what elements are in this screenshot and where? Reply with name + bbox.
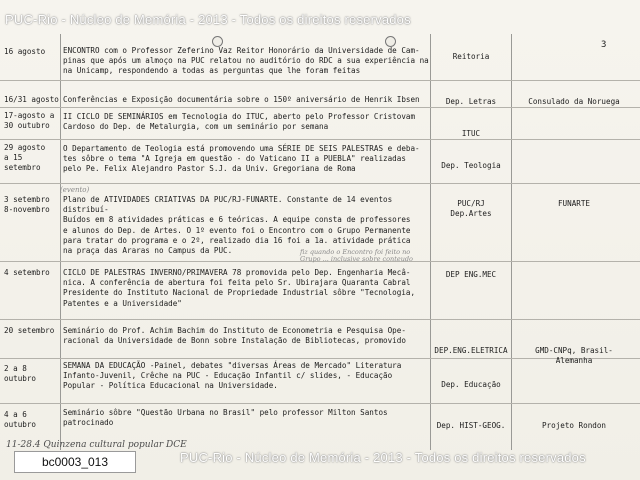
- row-department: Dep. Letras: [445, 97, 497, 106]
- row-description: SEMANA DA EDUCAÇÃO -Painel, debates "diversas Áreas de Mercado" Literatura Infanto-Juvenil, Crêche na PUC - Educação Infantil c/ slides, - Educação Popular - Política Educacional na Universidade.: [63, 361, 402, 391]
- row-date: 2 a 8 outubro: [4, 364, 37, 384]
- column-divider-date: [60, 34, 61, 450]
- row-divider: [0, 403, 640, 404]
- row-department: PUC/RJ Dep.Artes: [450, 199, 492, 219]
- row-department: Reitoria: [452, 52, 490, 61]
- watermark-bottom: PUC-Rio - Núcleo de Memória - 2013 - Todos os direitos reservados: [180, 450, 586, 465]
- row-description: O Departamento de Teologia está promovendo uma SÉRIE DE SEIS PALESTRAS e deba- tes sôbre o tema "A Igreja em questão - do Vaticano II a PUEBLA" realizadas pelo Pe. Felix Alejandro Pastor S.J. da Univ. Gregoriana de Roma: [63, 144, 420, 174]
- row-description: CICLO DE PALESTRAS INVERNO/PRIMAVERA 78 promovida pelo Dep. Engenharia Mecâ- nica. A conferência de abertura foi feita pelo Sr. Ubirajara Quaranta Cabral Presidente do Instituto Nacional de Propriedade Industrial sôbre "Tecnologia, Patentes e a Universidade": [63, 268, 416, 308]
- row-date: 4 setembro: [4, 268, 50, 277]
- row-divider: [0, 80, 640, 81]
- row-department: DEP.ENG.ELETRICA: [434, 346, 508, 355]
- watermark-top: PUC-Rio - Núcleo de Memória - 2013 - Todos os direitos reservados: [5, 12, 411, 27]
- row-description: II CICLO DE SEMINÁRIOS em Tecnologia do ITUC, aberto pelo Professor Cristovam Cardoso do Dep. de Metalurgia, com um seminário por semana: [63, 112, 416, 132]
- pencil-annotation-note: fiz quando o Encontro foi feito no Grupo ... inclusive sobre conteudo: [300, 248, 413, 263]
- row-divider: [0, 139, 640, 140]
- row-date: 3 setembro 8-novembro: [4, 195, 50, 215]
- row-date: 17-agosto a 30 outubro: [4, 111, 55, 131]
- row-institution: GMD-CNPq, Brasil- Alemanha: [535, 346, 613, 366]
- row-institution: Projeto Rondon: [541, 421, 606, 430]
- row-department: Dep. HIST-GEOG.: [436, 421, 506, 430]
- row-description: Seminário sôbre "Questão Urbana no Brasil" pelo professor Milton Santos patrocinado: [63, 408, 388, 428]
- row-department: Dep. Educação: [441, 380, 501, 389]
- page-number: 3: [601, 40, 607, 50]
- row-description: ENCONTRO com o Professor Zeferino Vaz Reitor Honorário da Universidade de Cam- pinas que após um almoço na PUC relatou no auditório do RDC a sua experiência na na Unicamp, respondendo a todas as perguntas que lhe foram feitas: [63, 46, 429, 76]
- row-date: 20 setembro: [4, 326, 55, 335]
- row-description: Plano de ATIVIDADES CRIATIVAS DA PUC/RJ-FUNARTE. Constante de 14 eventos distribuí- Buídos em 8 atividades práticas e 6 teóricas. A equipe consta de professores e alunos do Dep. de Artes. O 1º evento foi o Encontro com o Grupo Permanente para tratar do programa e o 2º, realizado dia 16 foi a 1a. atividade prática na praça das Araras no Campus da PUC.: [63, 195, 411, 256]
- row-divider: [0, 319, 640, 320]
- row-institution: FUNARTE: [557, 199, 590, 208]
- row-date: 16 agosto: [4, 47, 46, 56]
- handwritten-note-bottom: 11-28.4 Quinzena cultural popular DCE: [6, 440, 187, 450]
- row-divider: [0, 183, 640, 184]
- row-department: Dep. Teologia: [441, 161, 501, 170]
- row-description: Seminário do Prof. Achim Bachim do Instituto de Econometria e Pesquisa Ope- racional da Universidade de Bonn sobre Instalação de Bibliotecas, promovido: [63, 326, 406, 346]
- row-date: 4 a 6 outubro: [4, 410, 37, 430]
- row-department: DEP ENG.MEC: [445, 270, 497, 279]
- row-date: 29 agosto a 15 setembro: [4, 143, 46, 173]
- row-description: Conferências e Exposição documentária sobre o 150º aniversário de Henrik Ibsen: [63, 95, 420, 104]
- row-institution: Consulado da Noruega: [528, 97, 620, 106]
- pencil-annotation-side: (evento): [60, 186, 90, 194]
- row-department: ITUC: [461, 129, 481, 138]
- row-date: 16/31 agosto: [4, 95, 59, 104]
- document-id-label: bc0003_013: [14, 451, 136, 473]
